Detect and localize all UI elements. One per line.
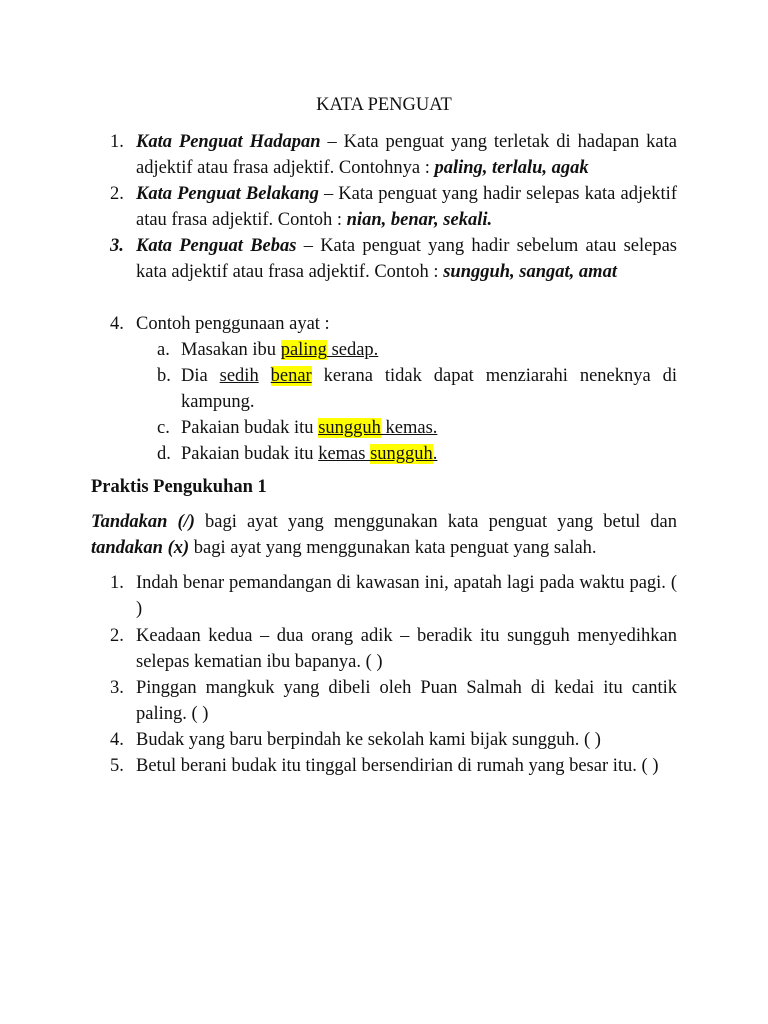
practice-heading: Praktis Pengukuhan 1: [91, 477, 267, 497]
list-number: 3.: [110, 678, 124, 698]
example-text-end: .: [432, 444, 438, 464]
list-number: 2.: [110, 626, 124, 646]
instruction-text: bagi ayat yang menggunakan kata penguat yang betul dan: [194, 512, 677, 532]
usage-heading: Contoh penggunaan ayat :: [136, 314, 330, 334]
term: Kata Penguat Bebas: [136, 236, 297, 256]
list-number: 4.: [110, 314, 124, 334]
question-text: Budak yang baru berpindah ke sekolah kami bijak sungguh. ( ): [136, 730, 601, 750]
usage-example-c: [157, 415, 677, 441]
question-text: Betul berani budak itu tinggal bersendirian di rumah yang besar itu. ( ): [136, 756, 659, 776]
example-text: Dia: [181, 366, 220, 386]
definition-item-hadapan: [110, 129, 677, 181]
definition-text: – Kata penguat yang hadir sebelum atau selepas kata adjektif atau frasa adjektif. Contoh :: [136, 236, 677, 282]
usage-example-d: [157, 441, 677, 467]
examples: paling, terlalu, agak: [434, 158, 589, 178]
underlined-word: kemas: [318, 444, 366, 464]
list-number: 2.: [110, 184, 124, 204]
question-1: [110, 570, 677, 622]
list-number: 1.: [110, 573, 124, 593]
question-5: [110, 753, 677, 779]
usage-example-a: [157, 337, 677, 363]
list-letter: a.: [157, 340, 170, 360]
question-4: [110, 727, 677, 753]
definition-item-bebas: [110, 233, 677, 285]
example-text: Masakan ibu: [181, 340, 281, 360]
instruction-tick: Tandakan (/): [91, 512, 195, 532]
term: Kata Penguat Hadapan: [136, 132, 321, 152]
example-text-end: kemas.: [380, 418, 438, 438]
list-letter: d.: [157, 444, 171, 464]
question-text: Pinggan mangkuk yang dibeli oleh Puan Salmah di kedai itu cantik paling. ( ): [136, 678, 677, 724]
list-number: 3.: [110, 236, 124, 256]
examples: sungguh, sangat, amat: [443, 262, 617, 282]
page-title: KATA PENGUAT: [316, 95, 452, 115]
list-number: 4.: [110, 730, 124, 750]
question-text: Keadaan kedua – dua orang adik – beradik itu sungguh menyedihkan selepas kematian ibu bapanya. ( ): [136, 626, 677, 672]
instruction-cross: tandakan (x): [91, 538, 190, 558]
instruction-text-end: bagi ayat yang menggunakan kata penguat yang salah.: [189, 538, 597, 558]
question-2: [110, 623, 677, 675]
examples: nian, benar, sekali.: [346, 210, 493, 230]
list-letter: b.: [157, 366, 171, 386]
definition-text: – Kata penguat yang terletak di hadapan kata adjektif atau frasa adjektif. Contohnya :: [136, 132, 677, 178]
definition-text: – Kata penguat yang hadir selepas kata adjektif atau frasa adjektif. Contoh :: [136, 184, 677, 230]
list-number: 5.: [110, 756, 124, 776]
example-text: Pakaian budak itu: [181, 444, 319, 464]
underlined-word: sedih: [219, 366, 259, 386]
list-number: 1.: [110, 132, 124, 152]
example-text-end: kerana tidak dapat menziarahi neneknya di kampung.: [181, 366, 678, 412]
example-text-end: sedap.: [326, 340, 379, 360]
highlighted-word: paling: [280, 340, 327, 360]
usage-example-b: [157, 363, 678, 415]
highlighted-word: benar: [270, 366, 312, 386]
question-3: [110, 675, 677, 727]
example-text: Pakaian budak itu: [181, 418, 319, 438]
list-letter: c.: [157, 418, 170, 438]
definition-item-belakang: [110, 181, 677, 233]
highlighted-word: sungguh: [318, 418, 381, 438]
usage-heading-item: [110, 311, 677, 337]
practice-instructions: [91, 509, 677, 561]
term: Kata Penguat Belakang: [136, 184, 319, 204]
question-text: Indah benar pemandangan di kawasan ini, apatah lagi pada waktu pagi. ( ): [136, 573, 677, 619]
highlighted-word: sungguh: [370, 444, 433, 464]
